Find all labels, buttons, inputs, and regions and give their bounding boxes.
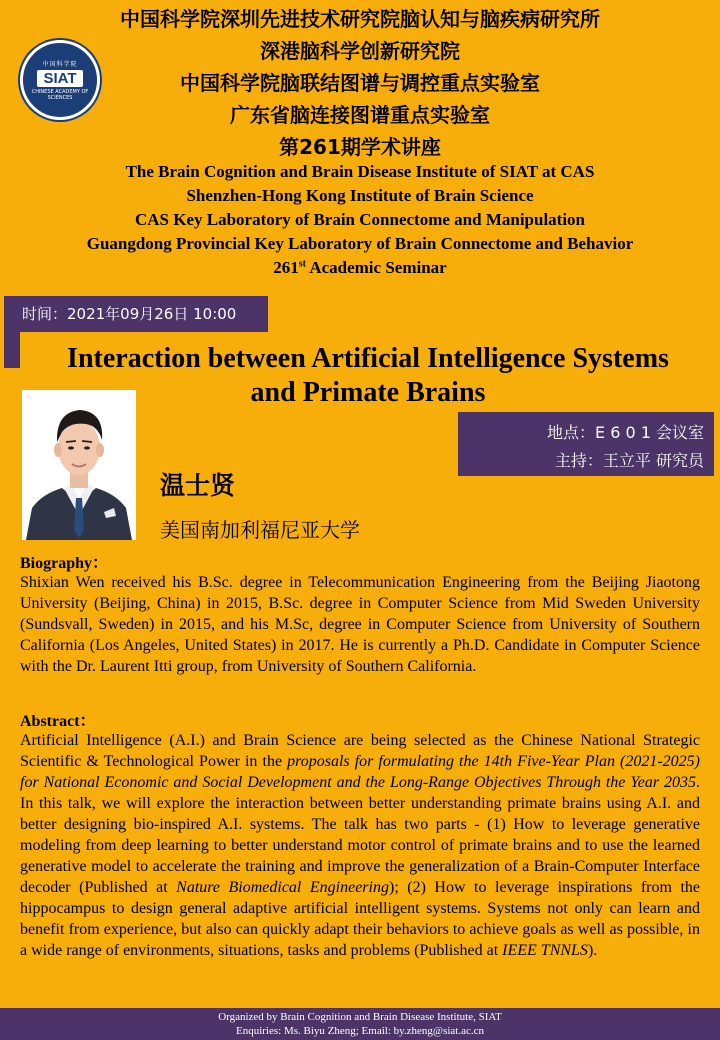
biography-text: Shixian Wen received his B.Sc. degree in Telecommunication Engineering from the Beijing Jiaotong University (Beijing, China) in 2015, B.Sc. degree in Computer Science from Mid Sweden University (Sundsvall, Sweden) in 2015, and his M.Sc, degree in Computer Science from University of Southern California (Los Angeles, United States) in 2017. He is currently a Ph.D. Candidate in Computer Science with the Dr. Laurent Itti group, from University of Southern California. — [20, 574, 700, 675]
header-en-line-4: Guangdong Provincial Key Laboratory of Brain Connectome and Behavior — [86, 234, 634, 253]
speaker-photo — [22, 390, 136, 540]
header-en-line-2: Shenzhen-Hong Kong Institute of Brain Science — [186, 186, 534, 205]
venue-label: 地点：E 6 0 1 会议室 — [547, 423, 704, 442]
logo-main-text: SIAT — [37, 70, 82, 87]
footer-organizer: Organized by Brain Cognition and Brain Disease Institute, SIAT — [218, 1011, 502, 1023]
header-cn-line-2: 深港脑科学创新研究院 — [260, 39, 460, 63]
logo-sub-text: CHINESE ACADEMY OF SCIENCES — [31, 89, 89, 101]
seminar-number-en: 261st Academic Seminar — [273, 258, 447, 277]
header-cn-line-3: 中国科学院脑联结图谱与调控重点实验室 — [180, 71, 540, 95]
abstract-heading: Abstract： — [20, 713, 96, 730]
speaker-affiliation: 美国南加利福尼亚大学 — [160, 518, 360, 542]
speaker-name: 温士贤 — [160, 471, 236, 500]
logo-ring-text: 中国科学院 — [42, 61, 78, 68]
venue-host-box — [458, 412, 714, 476]
talk-title-line-2: and Primate Brains — [250, 377, 486, 408]
header-cn-line-5: 第261期学术讲座 — [279, 135, 441, 159]
biography-heading: Biography： — [20, 555, 109, 572]
footer-enquiries: Enquiries: Ms. Biyu Zheng; Email: by.zheng@siat.ac.cn — [235, 1025, 484, 1037]
time-label: 时间：2021年09月26日 10:00 — [22, 305, 237, 323]
header-en-line-1: The Brain Cognition and Brain Disease Institute of SIAT at CAS — [125, 162, 595, 181]
header-cn-line-1: 中国科学院深圳先进技术研究院脑认知与脑疾病研究所 — [120, 7, 600, 31]
footer — [0, 1008, 720, 1040]
header-cn-line-4: 广东省脑连接图谱重点实验室 — [230, 103, 490, 127]
talk-title-line-1: Interaction between Artificial Intelligence Systems — [67, 343, 669, 374]
host-label: 主持：王立平 研究员 — [554, 451, 704, 470]
header-en-line-3: CAS Key Laboratory of Brain Connectome and Manipulation — [134, 210, 586, 229]
abstract-text: Artificial Intelligence (A.I.) and Brain Science are being selected as the Chinese National Strategic Scientific & Technological Power in the proposals for formulating the 14th Five-Year Plan (2021-2025) for National Economic and Social Development and the Long-Range Objectives Through the Year 2035. In this talk, we will explore the interaction between better understanding primate brains using A.I. and better designing bio-inspired A.I. systems. The talk has two parts - (1) How to leverage generative modeling from deep learning to better understand motor control of primate brains and to use the learned generative model to accelerate the training and improve the generalization of a Brain-Computer Interface decoder (Published at Nature Biomedical Engineering); (2) How to leverage inspirations from the hippocampus to design general adaptive artificial intelligent systems. Systems not only can learn and benefit from experience, but also can quickly adapt their behaviors to achieve goals as well as possible, in a wide range of environments, situations, tasks and problems (Published at IEEE TNNLS). — [20, 732, 701, 959]
